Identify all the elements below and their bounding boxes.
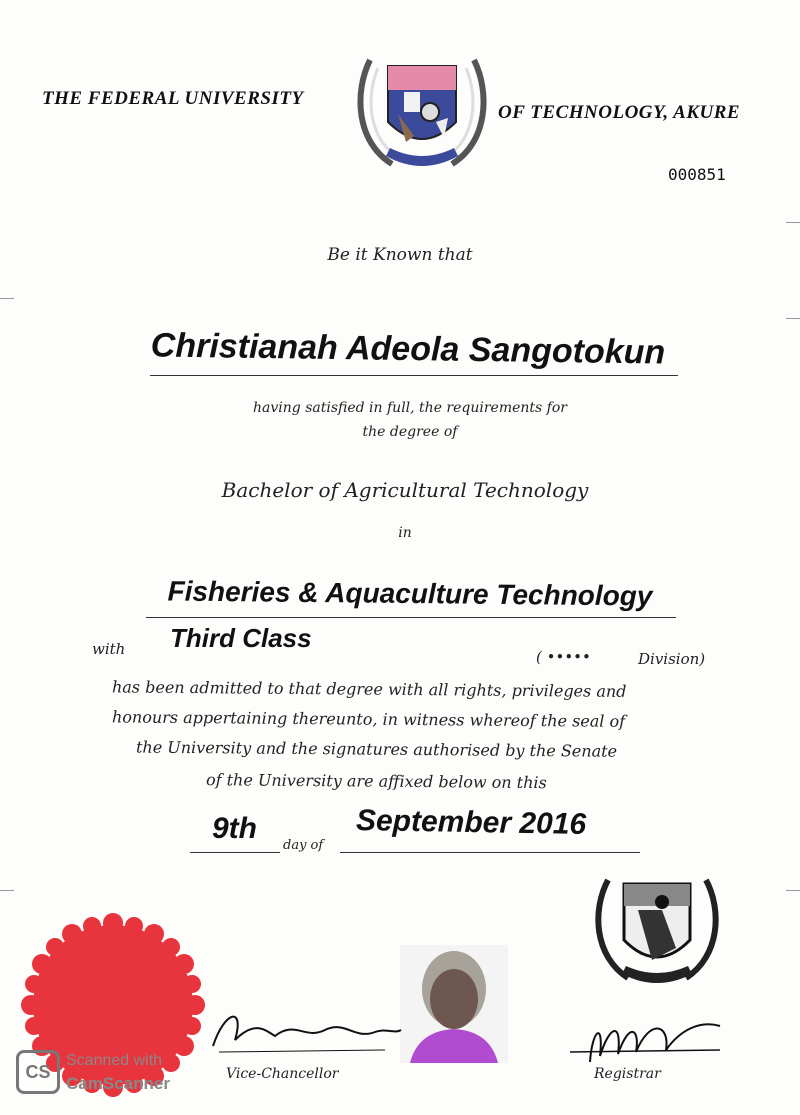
watermark-line-1: Scanned with bbox=[66, 1052, 163, 1069]
admitted-line-1: has been admitted to that degree with all rights, privileges and bbox=[111, 677, 627, 701]
certificate-serial-number: 000851 bbox=[668, 165, 726, 184]
admitted-line-3: the University and the signatures authorised by the Senate bbox=[135, 737, 618, 761]
watermark-line-2: CamScanner bbox=[66, 1074, 170, 1093]
university-name-right: OF TECHNOLOGY, AKURE bbox=[498, 102, 741, 123]
division-close: Division) bbox=[638, 650, 706, 668]
day-of-text: day of bbox=[283, 838, 324, 853]
camscanner-logo: CS bbox=[16, 1050, 60, 1094]
graduation-month-year: September 2016 bbox=[355, 803, 587, 842]
graduate-photo-icon bbox=[400, 945, 508, 1063]
intro-text: Be it Known that bbox=[327, 245, 473, 265]
graduate-name: Christianah Adeola Sangotokun bbox=[150, 326, 666, 372]
graduation-day: 9th bbox=[212, 812, 257, 845]
edge-mark bbox=[0, 298, 14, 299]
registrar-signature bbox=[570, 1010, 730, 1070]
in-text: in bbox=[398, 525, 412, 541]
edge-mark bbox=[786, 318, 800, 319]
satisfied-line-1: having satisfied in full, the requirements for bbox=[253, 400, 567, 416]
date-underline bbox=[340, 852, 640, 853]
name-underline bbox=[150, 375, 678, 376]
field-underline bbox=[146, 617, 676, 618]
university-crest-icon bbox=[352, 52, 492, 178]
with-text: with bbox=[92, 640, 126, 658]
admitted-line-2: honours appertaining thereunto, in witness whereof the seal of bbox=[111, 707, 626, 731]
satisfied-line-2: the degree of bbox=[362, 424, 458, 440]
vice-chancellor-title: Vice-Chancellor bbox=[226, 1066, 339, 1082]
vice-chancellor-signature bbox=[205, 1000, 405, 1060]
edge-mark bbox=[786, 222, 800, 223]
class-of-degree: Third Class bbox=[170, 623, 312, 653]
edge-mark bbox=[786, 890, 800, 891]
edge-mark bbox=[0, 890, 14, 891]
degree-title: Bachelor of Agricultural Technology bbox=[221, 478, 589, 502]
division-open: ( ••••• bbox=[536, 648, 591, 666]
registrar-title: Registrar bbox=[594, 1066, 661, 1082]
field-of-study: Fisheries & Aquaculture Technology bbox=[167, 575, 653, 612]
day-underline bbox=[190, 852, 280, 853]
university-name-left: THE FEDERAL UNIVERSITY bbox=[42, 88, 304, 109]
admitted-line-4: of the University are affixed below on this bbox=[205, 770, 547, 793]
university-stamp-icon bbox=[592, 870, 722, 992]
